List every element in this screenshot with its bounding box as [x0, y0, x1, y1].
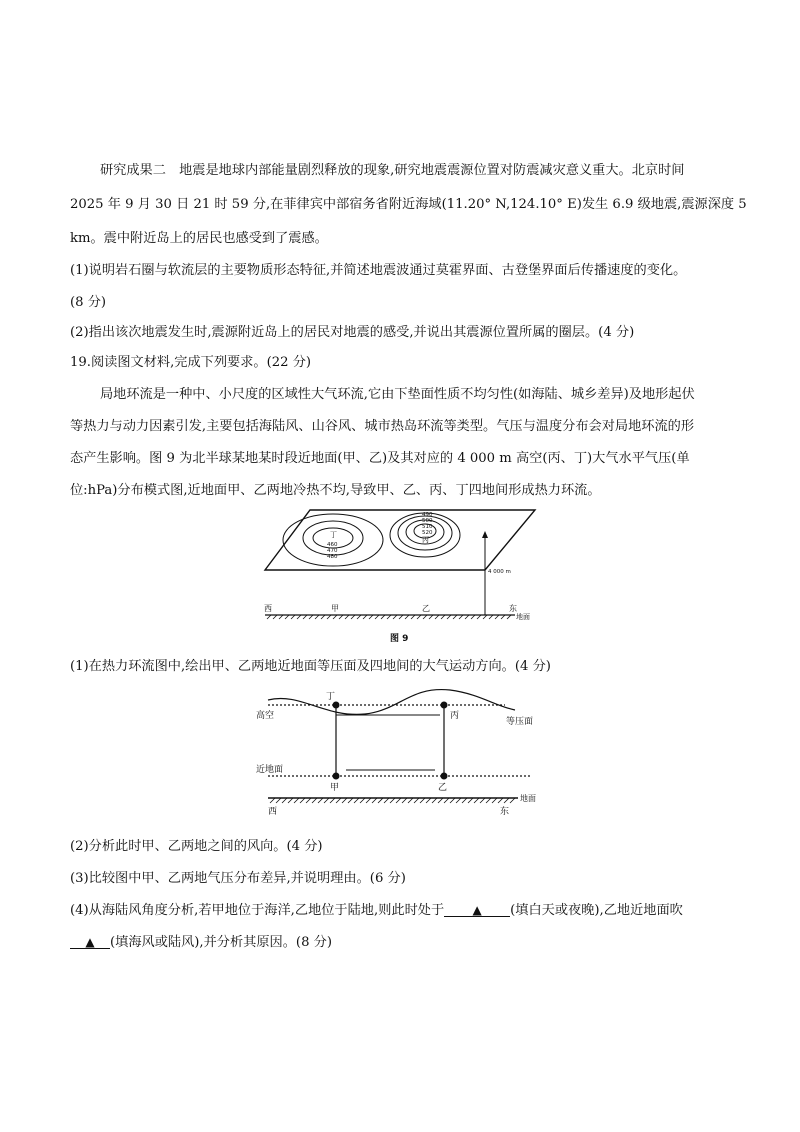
- fig9-ground-label: 地面: [516, 613, 530, 621]
- ding-point: [333, 702, 340, 709]
- circ-jia-label: 甲: [330, 783, 340, 793]
- isobar-label-490: 490: [422, 512, 433, 518]
- circ-west-label: 西: [268, 807, 278, 817]
- circ-yi-label: 乙: [438, 783, 448, 793]
- q19-sub-3: (3)比较图中甲、乙两地气压分布差异,并说明理由。(6 分): [70, 871, 406, 886]
- q19-sub-4-part1: (4)从海陆风角度分析,若甲地位于海洋,乙地位于陆地,则此时处于: [70, 903, 445, 918]
- yi-point: [441, 773, 448, 780]
- jia-point: [333, 773, 340, 780]
- fig9-west-label: 西: [264, 604, 272, 613]
- question-2: (2)指出该次地震发生时,震源附近岛上的居民对地震的感受,并说出其震源位置所属的圈层。(4 分): [70, 325, 635, 340]
- isobar-label-500: 500: [422, 518, 433, 524]
- circ-bing-label: 丙: [450, 711, 460, 721]
- fig9-yi-label: 乙: [422, 604, 430, 613]
- circ-near-label: 近地面: [256, 765, 284, 775]
- isobar-label-460: 460: [327, 542, 338, 548]
- fig9-east-label: 东: [509, 604, 517, 613]
- circ-ground-hatching: [270, 798, 515, 803]
- q19-paragraph-line3: 态产生影响。图 9 为北半球某地某时段近地面(甲、乙)及其对应的 4 000 m 高空(丙、丁)大气水平气压(单: [70, 451, 690, 466]
- question-1-line1: (1)说明岩石圈与软流层的主要物质形态特征,并简述地震波通过莫霍界面、古登堡界面后传播速度的变化。: [70, 263, 687, 278]
- height-arrow-head: [482, 531, 488, 538]
- isobar-label-510: 510: [422, 524, 433, 530]
- q19-sub-2: (2)分析此时甲、乙两地之间的风向。(4 分): [70, 839, 323, 854]
- answer-blank-sea-land-wind[interactable]: ▲: [70, 936, 110, 949]
- question-19-title: 19.阅读图文材料,完成下列要求。(22 分): [70, 355, 312, 370]
- height-label: 4 000 m: [488, 569, 511, 575]
- figure-9-caption: 图 9: [390, 634, 409, 644]
- research2-line3: km。震中附近岛上的居民也感受到了震感。: [70, 231, 328, 246]
- q19-sub-1: (1)在热力环流图中,绘出甲、乙两地近地面等压面及四地间的大气运动方向。(4 分): [70, 659, 551, 674]
- isobar-label-470: 470: [327, 548, 338, 554]
- q19-sub-4-part3: (填海风或陆风),并分析其原因。(8 分): [110, 935, 332, 950]
- q19-paragraph-line1: 局地环流是一种中、小尺度的区域性大气环流,它由下垫面性质不均匀性(如海陆、城乡差异)及地形起伏: [100, 387, 695, 402]
- isobar-label-480: 480: [327, 554, 338, 560]
- upper-isobar-curve: [268, 690, 515, 715]
- q19-sub-4-line2: [70, 936, 332, 949]
- answer-blank-day-night[interactable]: ▲: [444, 904, 510, 917]
- figure-9: [250, 505, 550, 645]
- q19-paragraph-line4: 位:hPa)分布模式图,近地面甲、乙两地冷热不均,导致甲、乙、丙、丁四地间形成热力环流。: [70, 483, 601, 498]
- research2-line2: 2025 年 9 月 30 日 21 时 59 分,在菲律宾中部宿务省附近海域(11.20° N,124.10° E)发生 6.9 级地震,震源深度 5: [70, 197, 747, 212]
- thermal-circulation-diagram: [250, 686, 560, 818]
- circ-high-label: 高空: [256, 711, 275, 721]
- question-1-line2: (8 分): [70, 295, 107, 310]
- research2-line1: 研究成果二 地震是地球内部能量剧烈释放的现象,研究地震震源位置对防震减灾意义重大。北京时间: [100, 163, 685, 178]
- q19-sub-4-part2: (填白天或夜晚),乙地近地面吹: [510, 903, 683, 918]
- circ-ding-label: 丁: [326, 692, 336, 702]
- circ-east-label: 东: [500, 807, 510, 817]
- bing-label: 丙: [422, 536, 429, 544]
- q19-sub-4-line1: [70, 904, 683, 917]
- ding-label: 丁: [330, 531, 337, 539]
- fig9-jia-label: 甲: [331, 604, 339, 613]
- bing-point: [441, 702, 448, 709]
- circ-ground-label: 地面: [520, 794, 536, 803]
- isobar-label-520: 520: [422, 530, 433, 536]
- circ-isobar-label: 等压面: [506, 717, 534, 727]
- q19-paragraph-line2: 等热力与动力因素引发,主要包括海陆风、山谷风、城市热岛环流等类型。气压与温度分布会对局地环流的形: [70, 419, 695, 434]
